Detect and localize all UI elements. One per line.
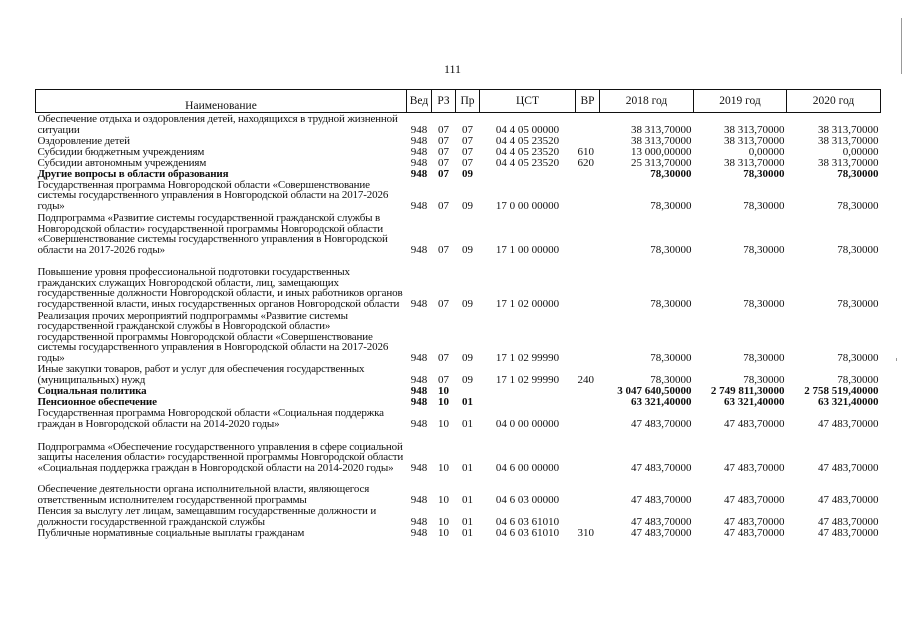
row-2018: 78,30000 — [650, 373, 692, 386]
table-row — [36, 255, 881, 309]
row-rz: 10 — [438, 384, 449, 397]
row-2019: 38 313,70000 — [724, 123, 785, 136]
row-ved: 948 — [410, 167, 428, 180]
row-rz: 07 — [438, 156, 449, 169]
row-vr — [576, 255, 600, 309]
row-2020: 38 313,70000 — [818, 156, 879, 169]
row-name: Государственная программа Новгородской области «Социальная поддержка граждан в Новгородской области на 2014-2020 годы» — [37, 407, 384, 430]
row-vr: 310 — [577, 526, 594, 539]
row-2020: 78,30000 — [837, 167, 879, 180]
row-2018: 3 047 640,50000 — [617, 384, 692, 397]
table-row — [36, 309, 881, 363]
row-2019: 47 483,70000 — [724, 515, 785, 528]
row-vr — [576, 407, 600, 429]
row-2018: 38 313,70000 — [631, 123, 692, 136]
row-cst: 17 0 00 00000 — [495, 199, 560, 212]
header-ved: Вед — [407, 90, 432, 113]
row-ved: 948 — [410, 351, 428, 364]
row-vr — [576, 429, 600, 473]
page-number: 111 — [443, 62, 462, 76]
row-name: Субсидии бюджетным учреждениям — [37, 145, 205, 158]
row-vr — [576, 211, 600, 255]
row-name: Субсидии автономным учреждениям — [37, 156, 207, 169]
row-cst: 04 6 03 61010 — [495, 515, 560, 528]
row-pr — [456, 385, 480, 396]
header-cst: ЦСТ — [480, 90, 576, 113]
row-ved: 948 — [410, 243, 428, 256]
row-ved: 948 — [410, 123, 428, 136]
row-cst: 17 1 00 00000 — [495, 243, 560, 256]
row-2019: 78,30000 — [743, 199, 785, 212]
row-2018: 47 483,70000 — [631, 461, 692, 474]
row-2019: 47 483,70000 — [724, 493, 785, 506]
table-row — [36, 407, 881, 429]
row-2020: 38 313,70000 — [818, 134, 879, 147]
row-2020: 78,30000 — [837, 243, 879, 256]
row-name: Другие вопросы в области образования — [37, 167, 229, 180]
row-pr: 01 — [462, 461, 473, 474]
row-2019: 78,30000 — [743, 167, 785, 180]
row-name: Повышение уровня профессиональной подготовки государственных гражданских служащих Новгородской области, лиц, замещающих государственные должности Новгородской области, и иных работников органов государственной власти, иных государственных органов Новгородской области — [37, 266, 403, 310]
table-row — [36, 385, 881, 396]
row-rz: 07 — [438, 199, 449, 212]
row-cst: 04 4 05 00000 — [495, 123, 560, 136]
table-row — [36, 146, 881, 157]
row-cst — [480, 168, 576, 179]
row-cst: 04 6 03 00000 — [495, 493, 560, 506]
row-2020: 47 483,70000 — [818, 515, 879, 528]
row-2018: 47 483,70000 — [631, 417, 692, 430]
row-name: Обеспечение отдыха и оздоровления детей, находящихся в трудной жизненной ситуации — [37, 113, 398, 136]
row-rz: 10 — [438, 461, 449, 474]
row-rz: 07 — [438, 167, 449, 180]
row-name: Государственная программа Новгородской области «Совершенствование системы государственного управления в Новгородской области на 2017-2026 годы» — [37, 178, 389, 212]
table-row — [36, 179, 881, 211]
row-name: Оздоровление детей — [37, 134, 130, 147]
row-rz: 07 — [438, 123, 449, 136]
row-2019: 78,30000 — [743, 373, 785, 386]
row-ved: 948 — [410, 373, 428, 386]
row-cst: 04 6 03 61010 — [495, 526, 560, 539]
table-row — [36, 527, 881, 538]
scan-mark-top — [901, 18, 902, 74]
row-name: Пенсия за выслугу лет лицам, замещавшим государственные должности и должности государственной гражданской службы — [37, 505, 377, 528]
row-ved: 948 — [410, 515, 428, 528]
row-2018: 63 321,40000 — [631, 395, 692, 408]
row-rz: 10 — [438, 493, 449, 506]
row-ved: 948 — [410, 461, 428, 474]
row-ved: 948 — [410, 134, 428, 147]
row-rz: 07 — [438, 373, 449, 386]
table-row — [36, 473, 881, 505]
row-2019: 0,00000 — [748, 145, 785, 158]
row-vr — [576, 385, 600, 396]
row-2018: 47 483,70000 — [631, 515, 692, 528]
row-2020: 47 483,70000 — [818, 493, 879, 506]
row-cst — [480, 385, 576, 396]
row-rz: 07 — [438, 134, 449, 147]
row-2018: 25 313,70000 — [631, 156, 692, 169]
header-name: Наименование — [36, 90, 407, 113]
row-2019: 47 483,70000 — [724, 526, 785, 539]
row-pr: 07 — [462, 145, 473, 158]
row-cst: 17 1 02 00000 — [495, 297, 560, 310]
header-2019: 2019 год — [694, 90, 787, 113]
row-2019: 63 321,40000 — [724, 395, 785, 408]
row-2019: 38 313,70000 — [724, 156, 785, 169]
row-pr: 07 — [462, 134, 473, 147]
row-2019: 2 749 811,30000 — [710, 384, 785, 397]
row-2020: 0,00000 — [842, 145, 879, 158]
row-2019: 78,30000 — [743, 243, 785, 256]
row-vr: 610 — [577, 145, 594, 158]
row-2020: 78,30000 — [837, 373, 879, 386]
table-row — [36, 429, 881, 473]
row-2018: 78,30000 — [650, 243, 692, 256]
row-2019: 78,30000 — [743, 297, 785, 310]
row-pr: 09 — [462, 373, 473, 386]
row-2018: 47 483,70000 — [631, 493, 692, 506]
row-2020: 78,30000 — [837, 297, 879, 310]
row-ved: 948 — [410, 199, 428, 212]
row-cst — [480, 396, 576, 407]
row-2020: 78,30000 — [837, 351, 879, 364]
row-2018: 38 313,70000 — [631, 134, 692, 147]
row-cst: 17 1 02 99990 — [495, 373, 560, 386]
table-row — [36, 113, 881, 136]
row-rz: 07 — [438, 243, 449, 256]
row-vr — [576, 179, 600, 211]
row-name: Иные закупки товаров, работ и услуг для обеспечения государственных (муниципальных) нужд — [37, 363, 365, 386]
table-row — [36, 505, 881, 527]
row-rz: 10 — [438, 526, 449, 539]
header-rz: РЗ — [432, 90, 456, 113]
row-2018: 78,30000 — [650, 167, 692, 180]
row-rz: 07 — [438, 145, 449, 158]
row-pr: 09 — [462, 199, 473, 212]
row-vr — [576, 505, 600, 527]
row-rz: 10 — [438, 417, 449, 430]
row-2020: 47 483,70000 — [818, 526, 879, 539]
row-name: Подпрограмма «Развитие системы государственной гражданской службы в Новгородской области» государственной программы Новгородской области «Совершенствование системы государственного управления в Новгородской области на 2017-2026 годы» — [37, 212, 388, 256]
row-name: Социальная политика — [37, 384, 147, 397]
row-2019: 47 483,70000 — [724, 461, 785, 474]
row-2020: 38 313,70000 — [818, 123, 879, 136]
row-ved: 948 — [410, 526, 428, 539]
row-pr: 09 — [462, 297, 473, 310]
row-name: Пенсионное обеспечение — [37, 395, 157, 408]
row-2020: 78,30000 — [837, 199, 879, 212]
row-2020: 63 321,40000 — [818, 395, 879, 408]
budget-table — [35, 89, 881, 538]
table-row — [36, 157, 881, 168]
row-2018: 78,30000 — [650, 199, 692, 212]
row-vr — [576, 309, 600, 363]
row-ved: 948 — [410, 297, 428, 310]
table-row — [36, 168, 881, 179]
table-row — [36, 396, 881, 407]
row-pr: 01 — [462, 417, 473, 430]
row-name: Реализация прочих мероприятий подпрограммы «Развитие системы государственной гражданской службы в Новгородской области» государственной программы Новгородской области «Совершенствование системы государственного управления в Новгородской области на 2017-2026 годы» — [37, 309, 389, 364]
row-pr: 09 — [462, 243, 473, 256]
row-2018: 47 483,70000 — [631, 526, 692, 539]
table-header-row — [36, 90, 881, 113]
row-ved: 948 — [410, 417, 428, 430]
header-2020: 2020 год — [787, 90, 881, 113]
row-2018: 78,30000 — [650, 297, 692, 310]
row-2019: 38 313,70000 — [724, 134, 785, 147]
row-pr: 01 — [462, 515, 473, 528]
row-vr — [576, 396, 600, 407]
table-row — [36, 363, 881, 385]
row-vr: 240 — [577, 373, 594, 386]
row-2019: 78,30000 — [743, 351, 785, 364]
row-pr: 01 — [462, 395, 473, 408]
row-cst: 17 1 02 99990 — [495, 351, 560, 364]
row-vr — [576, 135, 600, 146]
row-vr — [576, 473, 600, 505]
row-ved: 948 — [410, 156, 428, 169]
row-ved: 948 — [410, 145, 428, 158]
row-2020: 2 758 519,40000 — [804, 384, 879, 397]
row-2020: 47 483,70000 — [818, 461, 879, 474]
header-pr: Пр — [456, 90, 480, 113]
header-2018: 2018 год — [600, 90, 694, 113]
row-pr: 01 — [462, 493, 473, 506]
row-rz: 07 — [438, 351, 449, 364]
row-2018: 78,30000 — [650, 351, 692, 364]
row-cst: 04 0 00 00000 — [495, 417, 560, 430]
table-row — [36, 135, 881, 146]
row-pr: 09 — [462, 351, 473, 364]
row-rz: 10 — [438, 395, 449, 408]
row-vr: 620 — [577, 156, 594, 169]
row-ved: 948 — [410, 493, 428, 506]
row-2018: 13 000,00000 — [631, 145, 692, 158]
row-ved: 948 — [410, 384, 428, 397]
row-name: Обеспечение деятельности органа исполнительной власти, являющегося ответственным исполнителем государственной программы — [37, 483, 370, 506]
row-pr: 07 — [462, 123, 473, 136]
row-ved: 948 — [410, 395, 428, 408]
row-rz: 07 — [438, 297, 449, 310]
row-name: Публичные нормативные социальные выплаты гражданам — [37, 526, 305, 539]
row-vr — [576, 168, 600, 179]
row-cst: 04 6 00 00000 — [495, 461, 560, 474]
row-name: Подпрограмма «Обеспечение государственного управления в сфере социальной защиты населения области» государственной программы Новгородской области «Социальная поддержка граждан в Новгородской области на 2014-2020 годы» — [37, 440, 404, 474]
row-rz: 10 — [438, 515, 449, 528]
row-cst: 04 4 05 23520 — [495, 145, 560, 158]
row-cst: 04 4 05 23520 — [495, 156, 560, 169]
row-cst: 04 4 05 23520 — [495, 134, 560, 147]
row-2020: 47 483,70000 — [818, 417, 879, 430]
row-vr — [576, 113, 600, 136]
header-vr: ВР — [576, 90, 600, 113]
row-pr: 07 — [462, 156, 473, 169]
row-pr: 09 — [462, 167, 473, 180]
row-2019: 47 483,70000 — [724, 417, 785, 430]
row-pr: 01 — [462, 526, 473, 539]
table-row — [36, 211, 881, 255]
scan-mark-mid — [896, 358, 897, 361]
